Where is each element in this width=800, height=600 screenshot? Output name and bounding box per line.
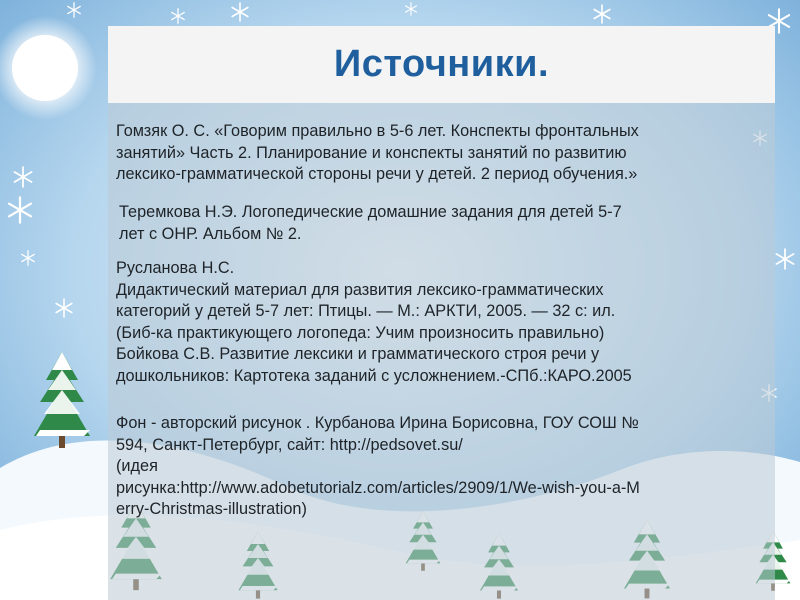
reference-item: Гомзяк О. С. «Говорим правильно в 5-6 лет. Конспекты фронтальных занятий» Часть 2. Планирование и конспекты занятий по развитию лексико-грамматической стороны речи у детей. 2 период обучения.» <box>116 122 639 183</box>
title-band <box>108 26 775 103</box>
reference-item: Русланова Н.С. Дидактический материал для развития лексико-грамматических категорий у детей 5-7 лет: Птицы. — М.: АРКТИ, 2005. — 32 с: ил. (Биб-ка практикующего логопеда: Учим произносить правильно) Бойкова С.В. Развитие лексики и грамматического строя речи у дошкольников: Картотека заданий с усложнением.-СПб.:КАРО.2005 <box>116 259 632 385</box>
reference-item: Теремкова Н.Э. Логопедические домашние задания для детей 5-7 лет с ОНР. Альбом № 2. <box>119 203 622 243</box>
reference-item: Фон - авторский рисунок . Курбанова Ирина Борисовна, ГОУ СОШ № 594, Санкт-Петербург, сайт: http://pedsovet.su/ (идея рисунка:http://www.adobetutorialz.com/articles/2909/1/We-wish-you-a-M erry-Christmas-illustration) <box>116 414 640 518</box>
slide-title: Источники. <box>333 43 550 85</box>
